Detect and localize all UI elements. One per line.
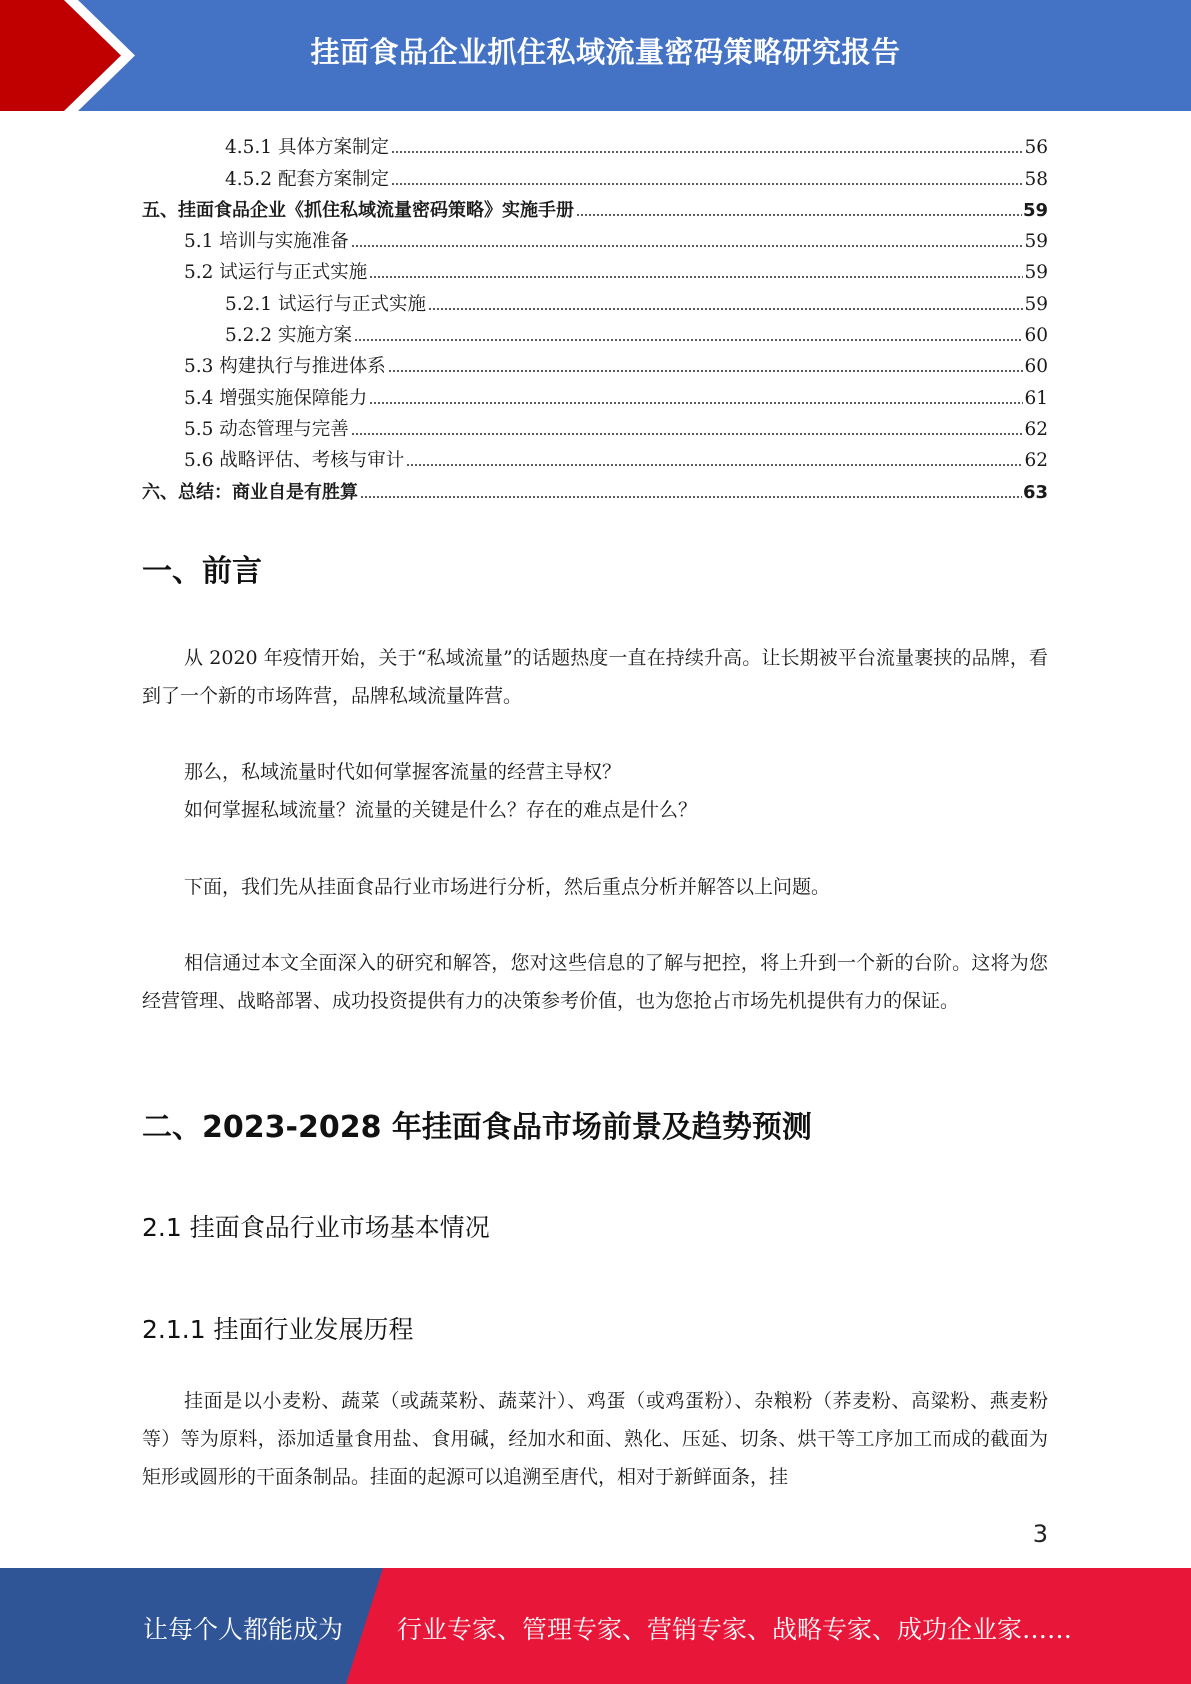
page-number: 3 [1032, 1520, 1048, 1548]
preface-paragraph-2: 下面，我们先从挂面食品行业市场进行分析，然后重点分析并解答以上问题。 [184, 876, 831, 898]
toc-entry-page: 60 [1024, 325, 1048, 347]
toc-entry-title: 5.2.2 实施方案 [225, 325, 352, 347]
toc-entry-title: 5.2.1 试运行与正式实施 [225, 293, 426, 315]
toc-leader-dots [576, 205, 1022, 219]
toc-entry-title: 5.5 动态管理与完善 [184, 418, 349, 440]
toc-entry[interactable] [142, 222, 1048, 253]
toc-entry-page: 62 [1024, 450, 1048, 472]
toc-entry-title: 5.2 试运行与正式实施 [184, 262, 368, 284]
toc-entry[interactable] [142, 284, 1048, 315]
header-band [0, 0, 1191, 111]
toc-entry-title: 5.3 构建执行与推进体系 [184, 356, 386, 378]
preface-paragraph-1: 从 2020 年疫情开始，关于“私域流量”的话题热度一直在持续升高。让长期被平台流量裹挟的品牌，看到了一个新的市场阵营，品牌私域流量阵营。 [142, 647, 1048, 707]
toc-entry-page: 60 [1024, 356, 1048, 378]
toc-entry-title: 5.4 增强实施保障能力 [184, 387, 368, 409]
toc-leader-dots [388, 361, 1024, 375]
toc-leader-dots [354, 330, 1024, 344]
toc-entry[interactable] [142, 128, 1048, 159]
toc-entry-page: 59 [1024, 231, 1048, 253]
toc-entry[interactable] [142, 191, 1048, 222]
toc-entry-title: 五、挂面食品企业《抓住私域流量密码策略》实施手册 [142, 199, 574, 221]
toc-entry-page: 56 [1024, 137, 1048, 159]
preface-paragraph-3: 相信通过本文全面深入的研究和解答，您对这些信息的了解与把控，将上升到一个新的台阶。这将为您经营管理、战略部署、成功投资提供有力的决策参考价值，也为您抢占市场先机提供有力的保证。 [142, 952, 1048, 1012]
toc-entry-title: 5.6 战略评估、考核与审计 [184, 450, 405, 472]
table-of-contents [142, 128, 1048, 504]
toc-entry[interactable] [142, 159, 1048, 190]
toc-entry-page: 62 [1024, 418, 1048, 440]
toc-leader-dots [369, 393, 1023, 407]
preface-question-1: 那么，私域流量时代如何掌握客流量的经营主导权？ [184, 761, 622, 783]
toc-entry-title: 4.5.2 配套方案制定 [225, 168, 389, 190]
toc-entry[interactable] [142, 410, 1048, 441]
toc-entry[interactable] [142, 316, 1048, 347]
preface-question-2: 如何掌握私域流量？流量的关键是什么？存在的难点是什么？ [184, 799, 698, 821]
toc-entry[interactable] [142, 378, 1048, 409]
report-title: 挂面食品企业抓住私域流量密码策略研究报告 [310, 35, 901, 69]
toc-leader-dots [351, 236, 1024, 250]
footer-band [0, 1568, 1191, 1684]
toc-entry[interactable] [142, 347, 1048, 378]
footer-slogan-right: 行业专家、管理专家、营销专家、战略专家、成功企业家…… [397, 1615, 1073, 1644]
history-paragraph-1: 挂面是以小麦粉、蔬菜（或蔬菜粉、蔬菜汁）、鸡蛋（或鸡蛋粉）、杂粮粉（荞麦粉、高粱粉、燕麦粉等）等为原料，添加适量食用盐、食用碱，经加水和面、熟化、压延、切条、烘干等工序加工而成的截面为矩形或圆形的干面条制品。挂面的起源可以追溯至唐代，相对于新鲜面条，挂 [142, 1390, 1048, 1488]
toc-leader-dots [391, 142, 1023, 156]
toc-entry-page: 61 [1024, 387, 1048, 409]
toc-leader-dots [428, 299, 1023, 313]
toc-leader-dots [360, 487, 1022, 501]
toc-leader-dots [369, 267, 1023, 281]
toc-entry-page: 59 [1024, 262, 1048, 284]
toc-entry-page: 59 [1022, 199, 1048, 221]
toc-entry-page: 58 [1024, 168, 1048, 190]
toc-entry[interactable] [142, 472, 1048, 503]
footer-slogan-left: 让每个人都能成为 [143, 1615, 344, 1644]
section-heading-market-outlook: 二、2023-2028 年挂面食品市场前景及趋势预测 [142, 1110, 812, 1145]
toc-entry-page: 63 [1022, 481, 1048, 503]
toc-entry[interactable] [142, 441, 1048, 472]
toc-leader-dots [351, 424, 1024, 438]
toc-leader-dots [406, 455, 1023, 469]
toc-entry-title: 六、总结：商业自是有胜算 [142, 481, 358, 503]
toc-entry[interactable] [142, 253, 1048, 284]
toc-entry-page: 59 [1024, 293, 1048, 315]
toc-entry-title: 5.1 培训与实施准备 [184, 231, 349, 253]
toc-leader-dots [391, 174, 1023, 188]
section-heading-preface: 一、前言 [142, 554, 262, 589]
subsection-heading-2-1-1: 2.1.1 挂面行业发展历程 [142, 1315, 414, 1344]
subsection-heading-2-1: 2.1 挂面食品行业市场基本情况 [142, 1213, 490, 1242]
toc-entry-title: 4.5.1 具体方案制定 [225, 137, 389, 159]
